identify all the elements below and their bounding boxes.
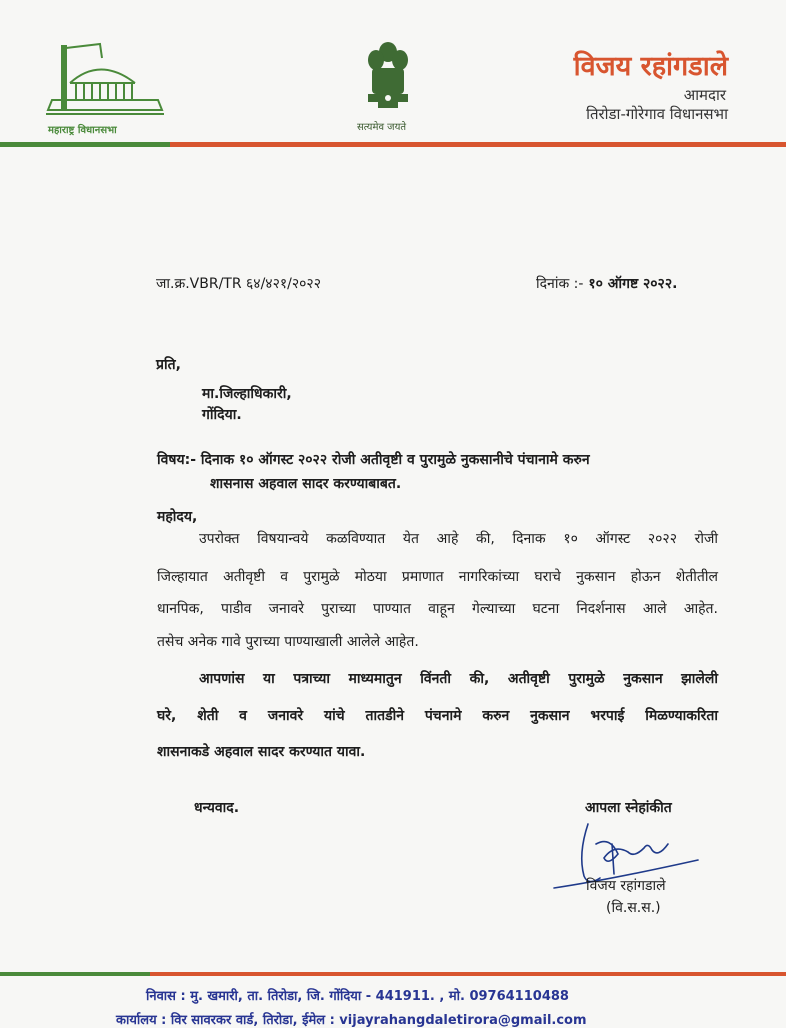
date-label: दिनांक :- bbox=[536, 276, 584, 292]
addressee-prati: प्रति, bbox=[156, 357, 181, 373]
sign-off: आपला स्नेहांकीत bbox=[585, 800, 672, 816]
subject-line-1: विषय:- दिनाक १० ऑगस्ट २०२२ रोजी अतीवृष्टी व पुरामुळे नुकसानीचे पंचानामे करुन bbox=[157, 452, 590, 468]
request-line-1: आपणांस या पत्राच्या माध्यमातुन विंनती की, अतीवृष्टी पुरामुळे नुकसान झालेली bbox=[199, 671, 718, 687]
footer-divider bbox=[0, 972, 786, 976]
addressee-line-1: मा.जिल्हाधिकारी, bbox=[202, 386, 292, 402]
left-logo-caption: महाराष्ट्र विधानसभा bbox=[48, 125, 117, 136]
date-value: १० ऑगष्ट २०२२. bbox=[588, 276, 678, 292]
request-line-2: घरे, शेती व जनावरे यांचे तातडीने पंचनामे करुन नुकसान भरपाई मिळण्याकरिता bbox=[157, 708, 718, 724]
body-line-3: धानपिक, पाडीव जनावरे पुराच्या पाण्यात वाहून गेल्याच्या घटना निदर्शनास आले आहेत. bbox=[157, 601, 718, 617]
thanks: धन्यवाद. bbox=[194, 800, 240, 816]
emblem-caption: सत्यमेव जयते bbox=[357, 122, 407, 133]
footer-office: कार्यालय : विर सावरकर वार्ड, तिरोडा, ईमेल : vijayrahangdaletirora@gmail.com bbox=[116, 1013, 587, 1028]
letter-date bbox=[536, 274, 677, 293]
salutation: महोदय, bbox=[157, 509, 198, 525]
request-line-3: शासनाकडे अहवाल सादर करण्यात यावा. bbox=[157, 744, 366, 760]
footer-residence: निवास : मु. खमारी, ता. तिरोडा, जि. गोंदिया - 441911. , मो. 09764110488 bbox=[146, 989, 569, 1004]
body-line-1: उपरोक्त विषयान्वये कळविण्यात येत आहे की, दिनाक १० ऑगस्ट २०२२ रोजी bbox=[199, 531, 718, 547]
body-line-4: तसेच अनेक गावे पुराच्या पाण्याखाली आलेले आहेत. bbox=[157, 634, 419, 650]
constituency: तिरोडा-गोरेगाव विधानसभा bbox=[586, 105, 728, 123]
mla-name-header: विजय रहांगडाले bbox=[573, 51, 728, 82]
designation: आमदार bbox=[683, 86, 726, 104]
body-line-2: जिल्हायात अतीवृष्टी व पुरामुळे मोठया प्रमाणात नागरिकांच्या घराचे नुकसान होऊन शेतीतील bbox=[157, 569, 718, 585]
signatory-name: विजय रहांगडाले bbox=[586, 878, 666, 894]
header-divider bbox=[0, 142, 786, 147]
signatory-designation: (वि.स.स.) bbox=[606, 900, 661, 916]
subject-line-2: शासनास अहवाल सादर करण्याबाबत. bbox=[210, 476, 402, 492]
national-emblem bbox=[358, 40, 418, 118]
addressee-line-2: गोंदिया. bbox=[202, 407, 242, 423]
reference-number: जा.क्र.VBR/TR ६४/४२१/२०२२ bbox=[156, 276, 321, 292]
